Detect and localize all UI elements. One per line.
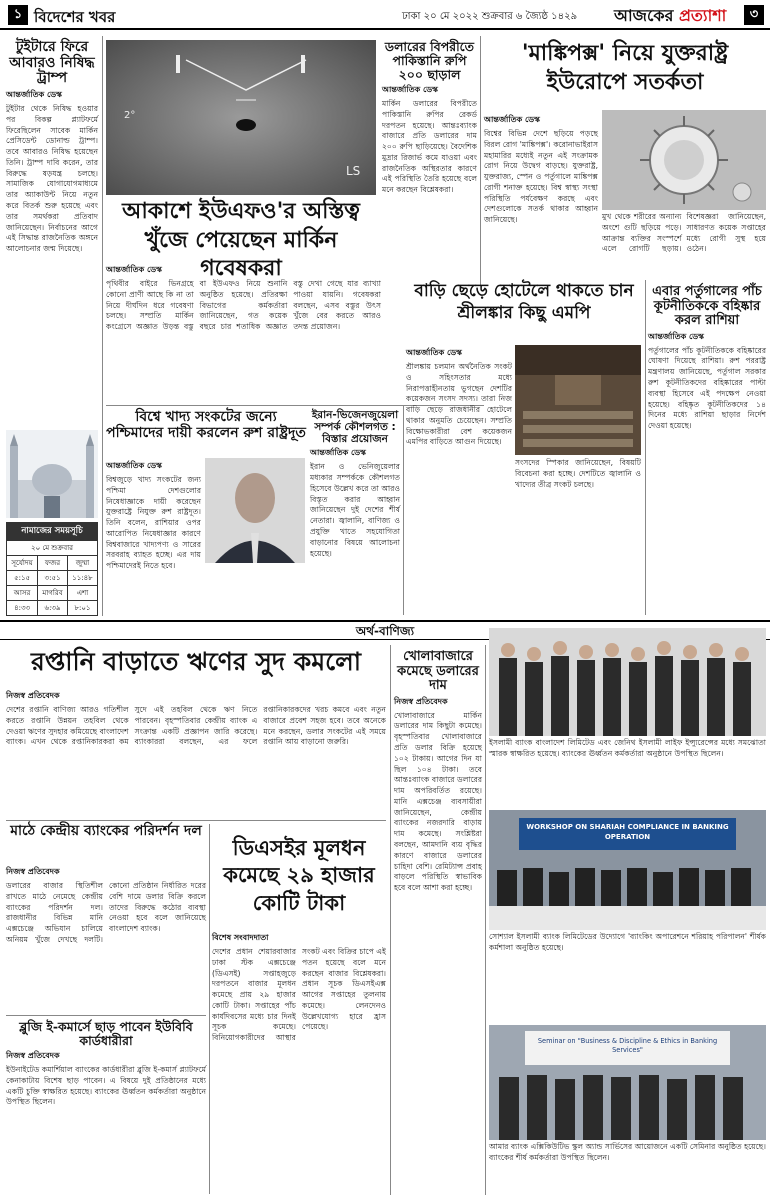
prayer-block: [6, 430, 98, 612]
prayer-times-table: [6, 540, 98, 616]
body-srilanka: শ্রীলঙ্কায় চলমান অর্থনৈতিক সংকট ও সহিংসতার মধ্যে নিরাপত্তাহীনতায় ভুগছেন দেশটির কয়েকজন সংসদ সদস্য। তারা নিজ বাড়ি ছেড়ে রাজধানীর হোটেলে থাকার অনুমতি চেয়েছেন। সম্প্রতি বিক্ষোভকারীরা বেশ কয়েকজন এমপির বাড়িতে আগুন দিয়েছে।: [406, 362, 512, 447]
byline-russia-food: আন্তর্জাতিক ডেস্ক: [106, 461, 162, 470]
workshop-banner-text: WORKSHOP ON SHARIAH COMPLIANCE IN BANKING OPERATION: [526, 823, 729, 841]
article-dollar: [394, 650, 482, 1195]
workshop-photo: [489, 810, 766, 930]
article-pakistan: [382, 40, 477, 272]
body-ufo-wrap: [106, 262, 381, 402]
page-header: [0, 0, 770, 30]
virus-photo: [602, 110, 766, 210]
prayer-time: ৪:৩৩: [7, 601, 38, 616]
svg-text:LS: LS: [346, 164, 361, 178]
prayer-time: ৮:০১: [67, 601, 97, 616]
caption-1-wrap: [489, 738, 766, 778]
group-image-3: [489, 1025, 766, 1140]
newspaper-logo: [614, 3, 726, 30]
body-portugal: পর্তুগালের পাঁচ কূটনীতিককে বহিষ্কারের ঘোষণা দিয়েছে রাশিয়া। রুশ পররাষ্ট্র মন্ত্রণালয় জানিয়েছে, পর্তুগাল সরকার রুশ কূটনীতিকদের বহিষ্কারের পাল্টা ব্যবস্থা হিসেবে এই পদক্ষেপ নেওয়া হয়েছে। বহিষ্কৃত কূটনীতিকদের ১৪ দিনের মধ্যে রাশিয়া ছাড়ার নির্দেশ দেওয়া হয়েছে।: [648, 345, 766, 431]
headline-dollar: খোলাবাজারে কমেছে ডলারের দাম: [397, 649, 479, 694]
prayer-time: ৩:৫১: [38, 571, 68, 586]
prayer-time: ১১:৪৮: [67, 571, 97, 586]
byline-srilanka: আন্তর্জাতিক ডেস্ক: [406, 348, 462, 357]
section-title: বিদেশের খবর: [34, 8, 116, 26]
article-russia-food: [106, 410, 306, 454]
article-iran-venezuela: [310, 410, 400, 615]
prayer-header: ফজর: [38, 556, 68, 571]
byline-ufo: আন্তর্জাতিক ডেস্ক: [106, 265, 162, 274]
body-dse: দেশের প্রধান শেয়ারবাজার ঢাকা স্টক এক্সচেঞ্জে (ডিএসই) সপ্তাহজুড়ে দরপতনে বাজার মূলধন কমেছে প্রায় ২৯ হাজার কোটি টাকা। সপ্তাহের পাঁচ কার্যদিবসের মধ্যে চার দিনই সূচক কমেছে। বিনিয়োগকারীদের আস্থার সংকট এবং বিক্রির চাপে এই পতন হয়েছে বলে মনে করছেন বাজার বিশ্লেষকরা। প্রধান সূচক ডিএসইএক্স আগের সপ্তাহের তুলনায় কমেছে। লেনদেনও উল্লেখযোগ্য হারে হ্রাস পেয়েছে।: [212, 947, 386, 1043]
article-portugal: [648, 285, 766, 615]
body-monkeypox: বিশ্বের বিভিন্ন দেশে ছড়িয়ে পড়ছে বিরল রোগ 'মাঙ্কিপক্স'। করোনাভাইরাস মহামারির মধ্যেই নতুন এই সংক্রামক রোগ নিয়ে উদ্বেগ বাড়ছে। যুক্তরাষ্ট্র, যুক্তরাজ্য, স্পেন ও পর্তুগালে মাঙ্কিপক্স রোগী শনাক্ত হয়েছে। বিশ্ব স্বাস্থ্য সংস্থা পরিস্থিতি পর্যবেক্ষণ করছে এবং দেশগুলোকে সতর্ক থাকার আহ্বান জানিয়েছে।: [484, 129, 598, 225]
caption-2-wrap: [489, 932, 766, 1017]
ufo-image: [106, 40, 376, 195]
article-central-bank: [6, 824, 206, 864]
headline-iran-venezuela: ইরান-ভিজেনজুয়েলা সম্পর্ক কৌশলগত : বিস্তার প্রয়োজন: [311, 409, 399, 445]
prayer-date: ২০ মে শুক্রবার: [7, 541, 98, 556]
caption-2: সোশ্যাল ইসলামী ব্যাংক লিমিটেডের উদ্যোগে 'ব্যাংকিং অপারেশনে শরিয়াহ পরিপালন' শীর্ষক কর্মশালা অনুষ্ঠিত হয়েছে।: [489, 932, 766, 952]
body-trump: টুইটার থেকে নিষিদ্ধ হওয়ার পর বিকল্প প্ল্যাটফর্মে ফিরেছিলেন সাবেক মার্কিন প্রেসিডেন্ট ডোনাল্ড ট্রাম্প। তবে আবারও নিষিদ্ধ হয়েছেন তিনি। ট্রাম্প দাবি করেন, তার বিরুদ্ধে ষড়যন্ত্র চলছে। সামাজিক যোগাযোগমাধ্যমে তার অ্যাকাউন্ট নিয়ে নতুন করে বিতর্ক শুরু হয়েছে এবং তার সমর্থকরা প্রতিবাদ জানিয়েছেন। নির্বাচনের আগে এই সিদ্ধান্ত রাজনৈতিক অঙ্গনে আলোচনার জন্ম দিয়েছে।: [6, 104, 98, 254]
body-srilanka-wrap: [406, 345, 512, 615]
headline-portugal: এবার পর্তুগালের পাঁচ কূটনীতিককে বহিষ্কার করল রাশিয়া: [652, 284, 762, 329]
group-image-1: [489, 628, 766, 736]
page-number-right: ৩: [744, 5, 764, 25]
article-monkeypox: [484, 40, 766, 108]
caption-1: ইসলামী ব্যাংক বাংলাদেশ লিমিটেড এবং জেনিথ ইসলামী লাইফ ইন্স্যুরেন্সের মধ্যে সমঝোতা স্মারক স্বাক্ষরিত হয়েছে। ব্যাংকের ঊর্ধ্বতন কর্মকর্তারা অনুষ্ঠানে উপস্থিত ছিলেন।: [489, 738, 766, 758]
article-export: [6, 648, 386, 684]
headline-russia-food: বিশ্বে খাদ্য সংকটের জন্যে পশ্চিমাদের দায়ী করলেন রুশ রাষ্ট্রদূত: [106, 409, 306, 441]
headline-export: রপ্তানি বাড়াতে ঋণের সুদ কমলো: [30, 647, 362, 676]
body-russia-food: বিশ্বজুড়ে খাদ্য সংকটের জন্য পশ্চিমা দেশগুলোর নিষেধাজ্ঞাকে দায়ী করেছেন যুক্তরাষ্ট্রে নিযুক্ত রুশ রাষ্ট্রদূত। তিনি বলেন, রাশিয়ার ওপর আরোপিত নিষেধাজ্ঞার কারণে বিশ্ববাজারে খাদ্যপণ্য ও সারের সরবরাহ ব্যাহত হচ্ছে। এর দায় পশ্চিমাদেরই নিতে হবে।: [106, 475, 201, 571]
byline-monkeypox: আন্তর্জাতিক ডেস্ক: [484, 115, 540, 124]
body-ubl: ইউনাইটেড কমার্শিয়াল ব্যাংকের কার্ডধারীরা ব্লুজি ই-কমার্স প্ল্যাটফর্মে কেনাকাটায় বিশেষ ছাড় পাবেন। এ বিষয়ে দুই প্রতিষ্ঠানের মধ্যে একটি চুক্তি স্বাক্ষরিত হয়েছে। ব্যাংকের ঊর্ধ্বতন কর্মকর্তারা অনুষ্ঠানে উপস্থিত ছিলেন।: [6, 1065, 206, 1107]
caption-3-wrap: [489, 1142, 766, 1197]
body-ufo: পৃথিবীর বাইরে ভিনগ্রহে কোনো প্রাণী আছে কি না তা নিয়ে দীর্ঘদিন ধরে গবেষণা চলছে। সম্প্রতি মার্কিন কংগ্রেসে অজ্ঞাত উড়ন্ত বস্তু বা ইউএফও নিয়ে শুনানি অনুষ্ঠিত হয়েছে। প্রতিরক্ষা বিভাগের কর্মকর্তারা জানিয়েছেন, গত কয়েক বছরে চার শতাধিক অজ্ঞাত বস্তু দেখা গেছে যার ব্যাখ্যা পাওয়া যায়নি। গবেষকরা বলছেন, এসব বস্তুর উৎস খুঁজে বের করতে আরও তদন্ত প্রয়োজন।: [106, 279, 381, 332]
body-dse-wrap: [212, 930, 386, 1195]
parliament-image: [515, 345, 641, 455]
headline-ufo: আকাশে ইউএফও'র অস্তিত্ব খুঁজে পেয়েছেন মার্কিন গবেষকরা: [122, 199, 360, 282]
caption-3: আমার ব্যাংক এক্সিকিউটিভ স্কুল অ্যান্ড সার্ভিসের আয়োজনে একটি সেমিনার অনুষ্ঠিত হয়েছে। ব্যাংকের শীর্ষ কর্মকর্তারা উপস্থিত ছিলেন।: [489, 1142, 766, 1162]
article-ubl: [6, 1020, 206, 1195]
body-srilanka2-wrap: [515, 458, 641, 615]
logo-part-b: প্রত্যাশা: [678, 6, 727, 25]
headline-srilanka: বাড়ি ছেড়ে হোটেলে থাকতে চান শ্রীলঙ্কার কিছু এমপি: [414, 281, 634, 324]
parliament-photo: [515, 345, 641, 455]
prayer-title: নামাজের সময়সূচি: [6, 522, 98, 540]
body-monkeypox-2: মুখ থেকে শরীরের অন্যান্য অংশে গুটি ছড়িয়ে পড়ে। আক্রান্ত ব্যক্তির সংস্পর্শে এলে রোগটি ছড়ায়। বিশেষজ্ঞরা জানিয়েছেন, সাধারণত কয়েক সপ্তাহের মধ্যে রোগী সুস্থ হয়ে ওঠেন।: [602, 212, 766, 254]
headline-central-bank: মাঠে কেন্দ্রীয় ব্যাংকের পরিদর্শন দল: [10, 823, 202, 839]
logo-part-a: আজকের: [614, 6, 679, 25]
body-russia-wrap: [106, 458, 201, 588]
prayer-header: এশা: [67, 586, 97, 601]
body-srilanka-2: সংসদের স্পিকার জানিয়েছেন, বিষয়টি বিবেচনা করা হচ্ছে। দেশটিতে জ্বালানি ও খাদ্যের তীব্র সংকট চলছে।: [515, 458, 641, 489]
byline-trump: আন্তর্জাতিক ডেস্ক: [6, 90, 62, 100]
byline-pakistan: আন্তর্জাতিক ডেস্ক: [382, 85, 438, 94]
headline-pakistan: ডলারের বিপরীতে পাকিস্তানি রুপি ২০০ ছাড়াল: [384, 39, 475, 82]
prayer-header: আসর: [7, 586, 38, 601]
body-monkeypox-wrap: [484, 112, 598, 277]
byline-central-bank: নিজস্ব প্রতিবেদক: [6, 867, 60, 876]
byline-export: নিজস্ব প্রতিবেদক: [6, 691, 60, 700]
byline-dse: বিশেষ সংবাদদাতা: [212, 933, 269, 942]
body-pakistan: মার্কিন ডলারের বিপরীতে পাকিস্তানি রুপির রেকর্ড দরপতন হয়েছে। আন্তঃব্যাংক বাজারে প্রতি ডলারের দাম ২০০ রুপি ছাড়িয়েছে। বৈদেশিক মুদ্রার রিজার্ভ কমে যাওয়া এবং রাজনৈতিক অস্থিরতার কারণে এই পরিস্থিতি তৈরি হয়েছে বলে মনে করছেন বিশ্লেষকরা।: [382, 99, 477, 195]
headline-monkeypox: 'মাঙ্কিপক্স' নিয়ে যুক্তরাষ্ট্র ইউরোপে সতর্কতা: [521, 41, 729, 95]
body-central-bank-wrap: [6, 864, 206, 1012]
article-trump: [6, 40, 98, 430]
article-srilanka: [406, 280, 642, 340]
seminar-banner-text: Seminar on "Business & Discipline & Ethics in Banking Services": [537, 1037, 718, 1055]
prayer-time: ৫:১৫: [7, 571, 38, 586]
byline-iran-venezuela: আন্তর্জাতিক ডেস্ক: [310, 448, 366, 458]
virus-image: [602, 110, 766, 210]
issue-date: ঢাকা ২০ মে ২০২২ শুক্রবার ৬ জ্যৈষ্ঠ ১৪২৯: [402, 11, 578, 22]
headline-trump: টুইটারে ফিরে আবারও নিষিদ্ধ ট্রাম্প: [9, 39, 95, 87]
prayer-time: ৬:৩৯: [38, 601, 68, 616]
prayer-header: সূর্যোদয়: [7, 556, 38, 571]
body-export-wrap: [6, 688, 386, 816]
prayer-header: জুম্মা: [67, 556, 97, 571]
byline-ubl: নিজস্ব প্রতিবেদক: [6, 1051, 60, 1060]
body-iran-venezuela: ইরান ও ভেনিজুয়েলার মধ্যকার সম্পর্ককে কৌশলগত হিসেবে উল্লেখ করে তা আরও বিস্তৃত করার আহ্বান জানিয়েছেন দুই দেশের শীর্ষ নেতারা। জ্বালানি, বাণিজ্য ও প্রযুক্তি খাতে সহযোগিতা বাড়ানোর বিষয়ে আলোচনা হয়েছে।: [310, 462, 400, 558]
portrait-image: [205, 458, 305, 563]
body-monkeypox2-wrap: [602, 212, 766, 280]
seminar-photo: [489, 1025, 766, 1140]
headline-dse: ডিএসইর মূলধন কমেছে ২৯ হাজার কোটি টাকা: [223, 836, 375, 915]
body-central-bank: ডলারের বাজার স্থিতিশীল রাখতে মাঠে নেমেছে কেন্দ্রীয় ব্যাংকের পরিদর্শন দল। রাজধানীর বিভিন্ন মানি এক্সচেঞ্জে অভিযান চালিয়ে অনিয়ম খুঁজে দেখছে দলটি। কোনো প্রতিষ্ঠান নির্ধারিত দরের বেশি দামে ডলার বিক্রি করলে তাদের বিরুদ্ধে কঠোর ব্যবস্থা নেওয়া হবে বলে জানিয়েছে বাংলাদেশ ব্যাংক।: [6, 881, 206, 944]
svg-text:2°: 2°: [124, 110, 136, 121]
page-number-left: ১: [8, 5, 28, 25]
article-dse: [212, 835, 386, 927]
mou-photo: [489, 628, 766, 736]
byline-portugal: আন্তর্জাতিক ডেস্ক: [648, 331, 704, 341]
ambassador-photo: [205, 458, 305, 563]
ufo-photo: [106, 40, 376, 195]
mosque-illustration: [6, 430, 98, 518]
section-band: অর্থ-বাণিজ্য: [0, 620, 770, 640]
byline-dollar: নিজস্ব প্রতিবেদক: [394, 696, 448, 706]
prayer-header: মাগরিব: [38, 586, 68, 601]
body-dollar: খোলাবাজারে মার্কিন ডলারের দাম কিছুটা কমেছে। বৃহস্পতিবার খোলাবাজারে প্রতি ডলার বিক্রি হয়েছে ১০২ টাকায়। আগের দিন যা ছিল ১০৪ টাকা। তবে আন্তঃব্যাংক বাজারে ডলারের দাম অপরিবর্তিত রয়েছে। মানি এক্সচেঞ্জ ব্যবসায়ীরা জানিয়েছেন, কেন্দ্রীয় ব্যাংকের নজরদারি বাড়ায় দাম কমেছে। সংশ্লিষ্টরা বলছেন, আমদানি ব্যয় বৃদ্ধির কারণে বাজারে ডলারের চাহিদা বেশি। রেমিট্যান্স প্রবাহ বাড়লে পরিস্থিতি স্বাভাবিক হবে বলে আশা করা হচ্ছে।: [394, 710, 482, 893]
group-image-2: [489, 810, 766, 930]
headline-ubl: ব্লুজি ই-কমার্সে ছাড় পাবেন ইউবিবি কার্ডধারীরা: [19, 1019, 193, 1048]
body-export: দেশের রপ্তানি বাণিজ্য আরও গতিশীল করতে রপ্তানি উন্নয়ন তহবিল থেকে দেওয়া ঋণের সুদহার কমিয়েছে বাংলাদেশ ব্যাংক। এখন থেকে রপ্তানিকারকরা কম সুদে এই তহবিল থেকে ঋণ নিতে পারবেন। বৃহস্পতিবার কেন্দ্রীয় ব্যাংক এ সংক্রান্ত একটি প্রজ্ঞাপন জারি করেছে। ব্যাংকাররা বলছেন, এর ফলে রপ্তানিকারকদের খরচ কমবে এবং নতুন বাজারে প্রবেশ সহজ হবে। তবে অনেকে মনে করছেন, ডলার সংকটের এই সময়ে রপ্তানি আয় বাড়ানো জরুরি।: [6, 705, 386, 747]
